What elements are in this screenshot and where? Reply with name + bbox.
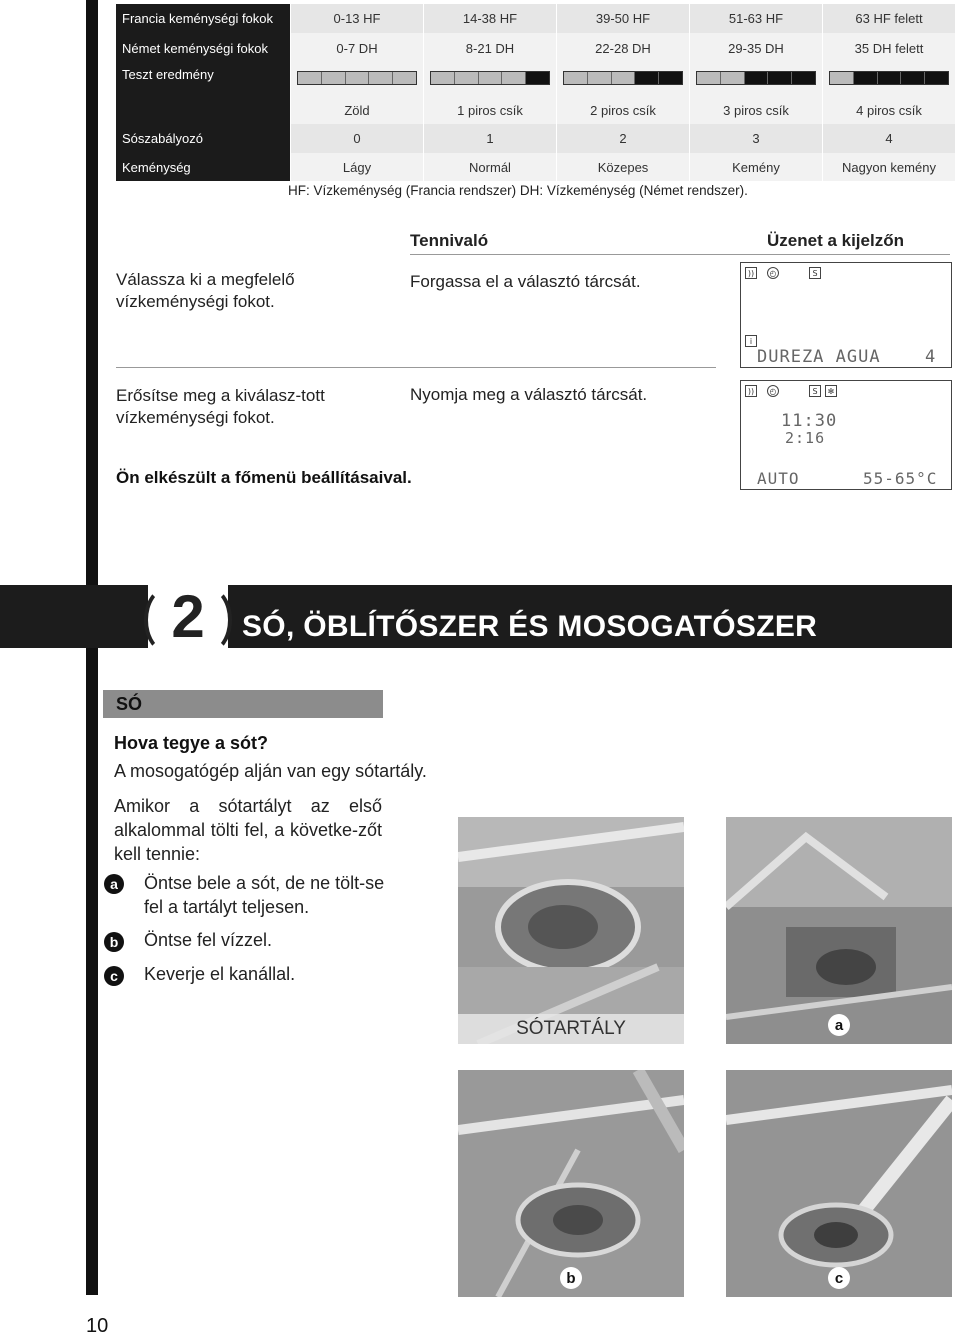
table-cell: 22-28 DH xyxy=(556,33,689,63)
section-number xyxy=(148,580,228,652)
rinse-aid-icon: ✻ xyxy=(825,385,837,397)
table-cell: 0-13 HF xyxy=(290,4,423,33)
table-cell: 1 piros csík xyxy=(457,103,523,118)
photo-step-b xyxy=(458,1070,684,1297)
row-rule xyxy=(116,367,716,368)
sound-icon: )) xyxy=(745,267,757,279)
todo-heading: Tennivaló xyxy=(410,231,489,250)
salt-label: SÓ xyxy=(116,694,143,714)
table-cell: 2 xyxy=(556,124,689,153)
section-number-text: 2 xyxy=(171,582,205,650)
photo-salt-container xyxy=(458,817,684,1044)
lcd-mode: AUTO xyxy=(757,469,800,488)
salt-answer: A mosogatógép alján van egy sótartály. xyxy=(114,761,427,781)
row-header: Keménység xyxy=(116,153,290,181)
table-cell: 63 HF felett xyxy=(822,4,955,33)
step-a-image xyxy=(726,817,952,1044)
done-message: Ön elkészült a főmenü beállításaival. xyxy=(116,468,412,487)
bullet-a: a xyxy=(104,874,124,894)
table-row xyxy=(116,153,955,181)
test-strip xyxy=(563,71,683,85)
salt-icon: S xyxy=(809,267,821,279)
table-cell: Nagyon kemény xyxy=(822,153,955,181)
bullet-c: c xyxy=(104,966,124,986)
table-cell: 0 xyxy=(290,124,423,153)
step-c-image xyxy=(726,1070,952,1297)
sound-icon: )) xyxy=(745,385,757,397)
salt-step-a: Öntse bele a sót, de ne tölt-se fel a tartályt teljesen. xyxy=(144,873,385,917)
test-cell xyxy=(290,63,423,124)
table-cell: Lágy xyxy=(290,153,423,181)
test-cell xyxy=(556,63,689,124)
salt-container-image xyxy=(458,817,684,1044)
table-cell: 3 xyxy=(689,124,822,153)
step-instruction: Erősítse meg a kiválasz-tott vízkeménységi fokot. xyxy=(116,386,325,427)
table-cell: 2 piros csík xyxy=(590,103,656,118)
table-cell: 0-7 DH xyxy=(290,33,423,63)
salt-step-b: Öntse fel vízzel. xyxy=(144,930,273,950)
table-cell: 3 piros csík xyxy=(723,103,789,118)
table-cell: 8-21 DH xyxy=(423,33,556,63)
lcd-display-2 xyxy=(740,380,952,490)
photo-step-a xyxy=(726,817,952,1044)
test-strip xyxy=(696,71,816,85)
test-cell xyxy=(423,63,556,124)
salt-step-c: Keverje el kanállal. xyxy=(144,964,296,984)
salt-question: Hova tegye a sót? xyxy=(114,733,269,753)
row-header: Sószabályozó xyxy=(116,124,290,153)
clock-icon: ◴ xyxy=(767,385,779,397)
row-header: Teszt eredmény xyxy=(116,63,290,124)
table-cell: 14-38 HF xyxy=(423,4,556,33)
table-row xyxy=(116,63,955,124)
photo-label: c xyxy=(828,1267,850,1289)
table-row xyxy=(116,124,955,153)
table-cell: 39-50 HF xyxy=(556,4,689,33)
table-cell: Közepes xyxy=(556,153,689,181)
step-b-image xyxy=(458,1070,684,1297)
test-cell xyxy=(689,63,822,124)
table-row xyxy=(116,33,955,63)
lcd-display-1 xyxy=(740,262,952,368)
display-heading: Üzenet a kijelzőn xyxy=(767,231,904,250)
table-cell: 4 xyxy=(822,124,955,153)
test-strip xyxy=(430,71,550,85)
table-cell: 1 xyxy=(423,124,556,153)
table-cell: Kemény xyxy=(689,153,822,181)
salt-icon: S xyxy=(809,385,821,397)
test-strip xyxy=(829,71,949,85)
photo-step-c xyxy=(726,1070,952,1297)
lcd-time: 11:30 xyxy=(781,411,838,431)
test-strip xyxy=(297,71,417,85)
heading-rule xyxy=(410,254,950,255)
table-cell: 29-35 DH xyxy=(689,33,822,63)
step-action: Forgassa el a választó tárcsát. xyxy=(410,272,641,291)
table-cell: Zöld xyxy=(344,103,370,118)
table-footnote: HF: Vízkeménység (Francia rendszer) DH: Vízkeménység (Német rendszer). xyxy=(288,183,748,198)
table-row xyxy=(116,4,955,33)
row-header: Francia keménységi fokok xyxy=(116,4,290,33)
table-cell: Normál xyxy=(423,153,556,181)
lcd-value: 4 xyxy=(925,347,937,367)
lcd-remaining: 2:16 xyxy=(785,429,826,447)
step-instruction: Válassza ki a megfelelő vízkeménységi fokot. xyxy=(116,270,295,311)
table-cell: 51-63 HF xyxy=(689,4,822,33)
page-number: 10 xyxy=(86,1315,109,1337)
test-cell xyxy=(822,63,955,124)
table-cell: 4 piros csík xyxy=(856,103,922,118)
bullet-b: b xyxy=(104,932,124,952)
photo-label: a xyxy=(828,1014,850,1036)
photo-label: b xyxy=(560,1267,582,1289)
table-cell: 35 DH felett xyxy=(822,33,955,63)
photo-caption: SÓTARTÁLY xyxy=(458,1014,684,1044)
clock-icon: ◴ xyxy=(767,267,779,279)
lcd-text: DUREZA AGUA xyxy=(757,347,881,367)
salt-label-bar xyxy=(103,690,383,718)
salt-intro: Amikor a sótartályt az első alkalommal tölti fel, a követke-zőt kell tennie: xyxy=(114,796,382,864)
step-action: Nyomja meg a választó tárcsát. xyxy=(410,385,648,404)
lcd-temp: 55-65°C xyxy=(863,469,938,488)
row-header: Német keménységi fokok xyxy=(116,33,290,63)
section-title: SÓ, ÖBLÍTŐSZER ÉS MOSOGATÓSZER xyxy=(242,610,818,643)
info-icon: i xyxy=(745,335,757,347)
